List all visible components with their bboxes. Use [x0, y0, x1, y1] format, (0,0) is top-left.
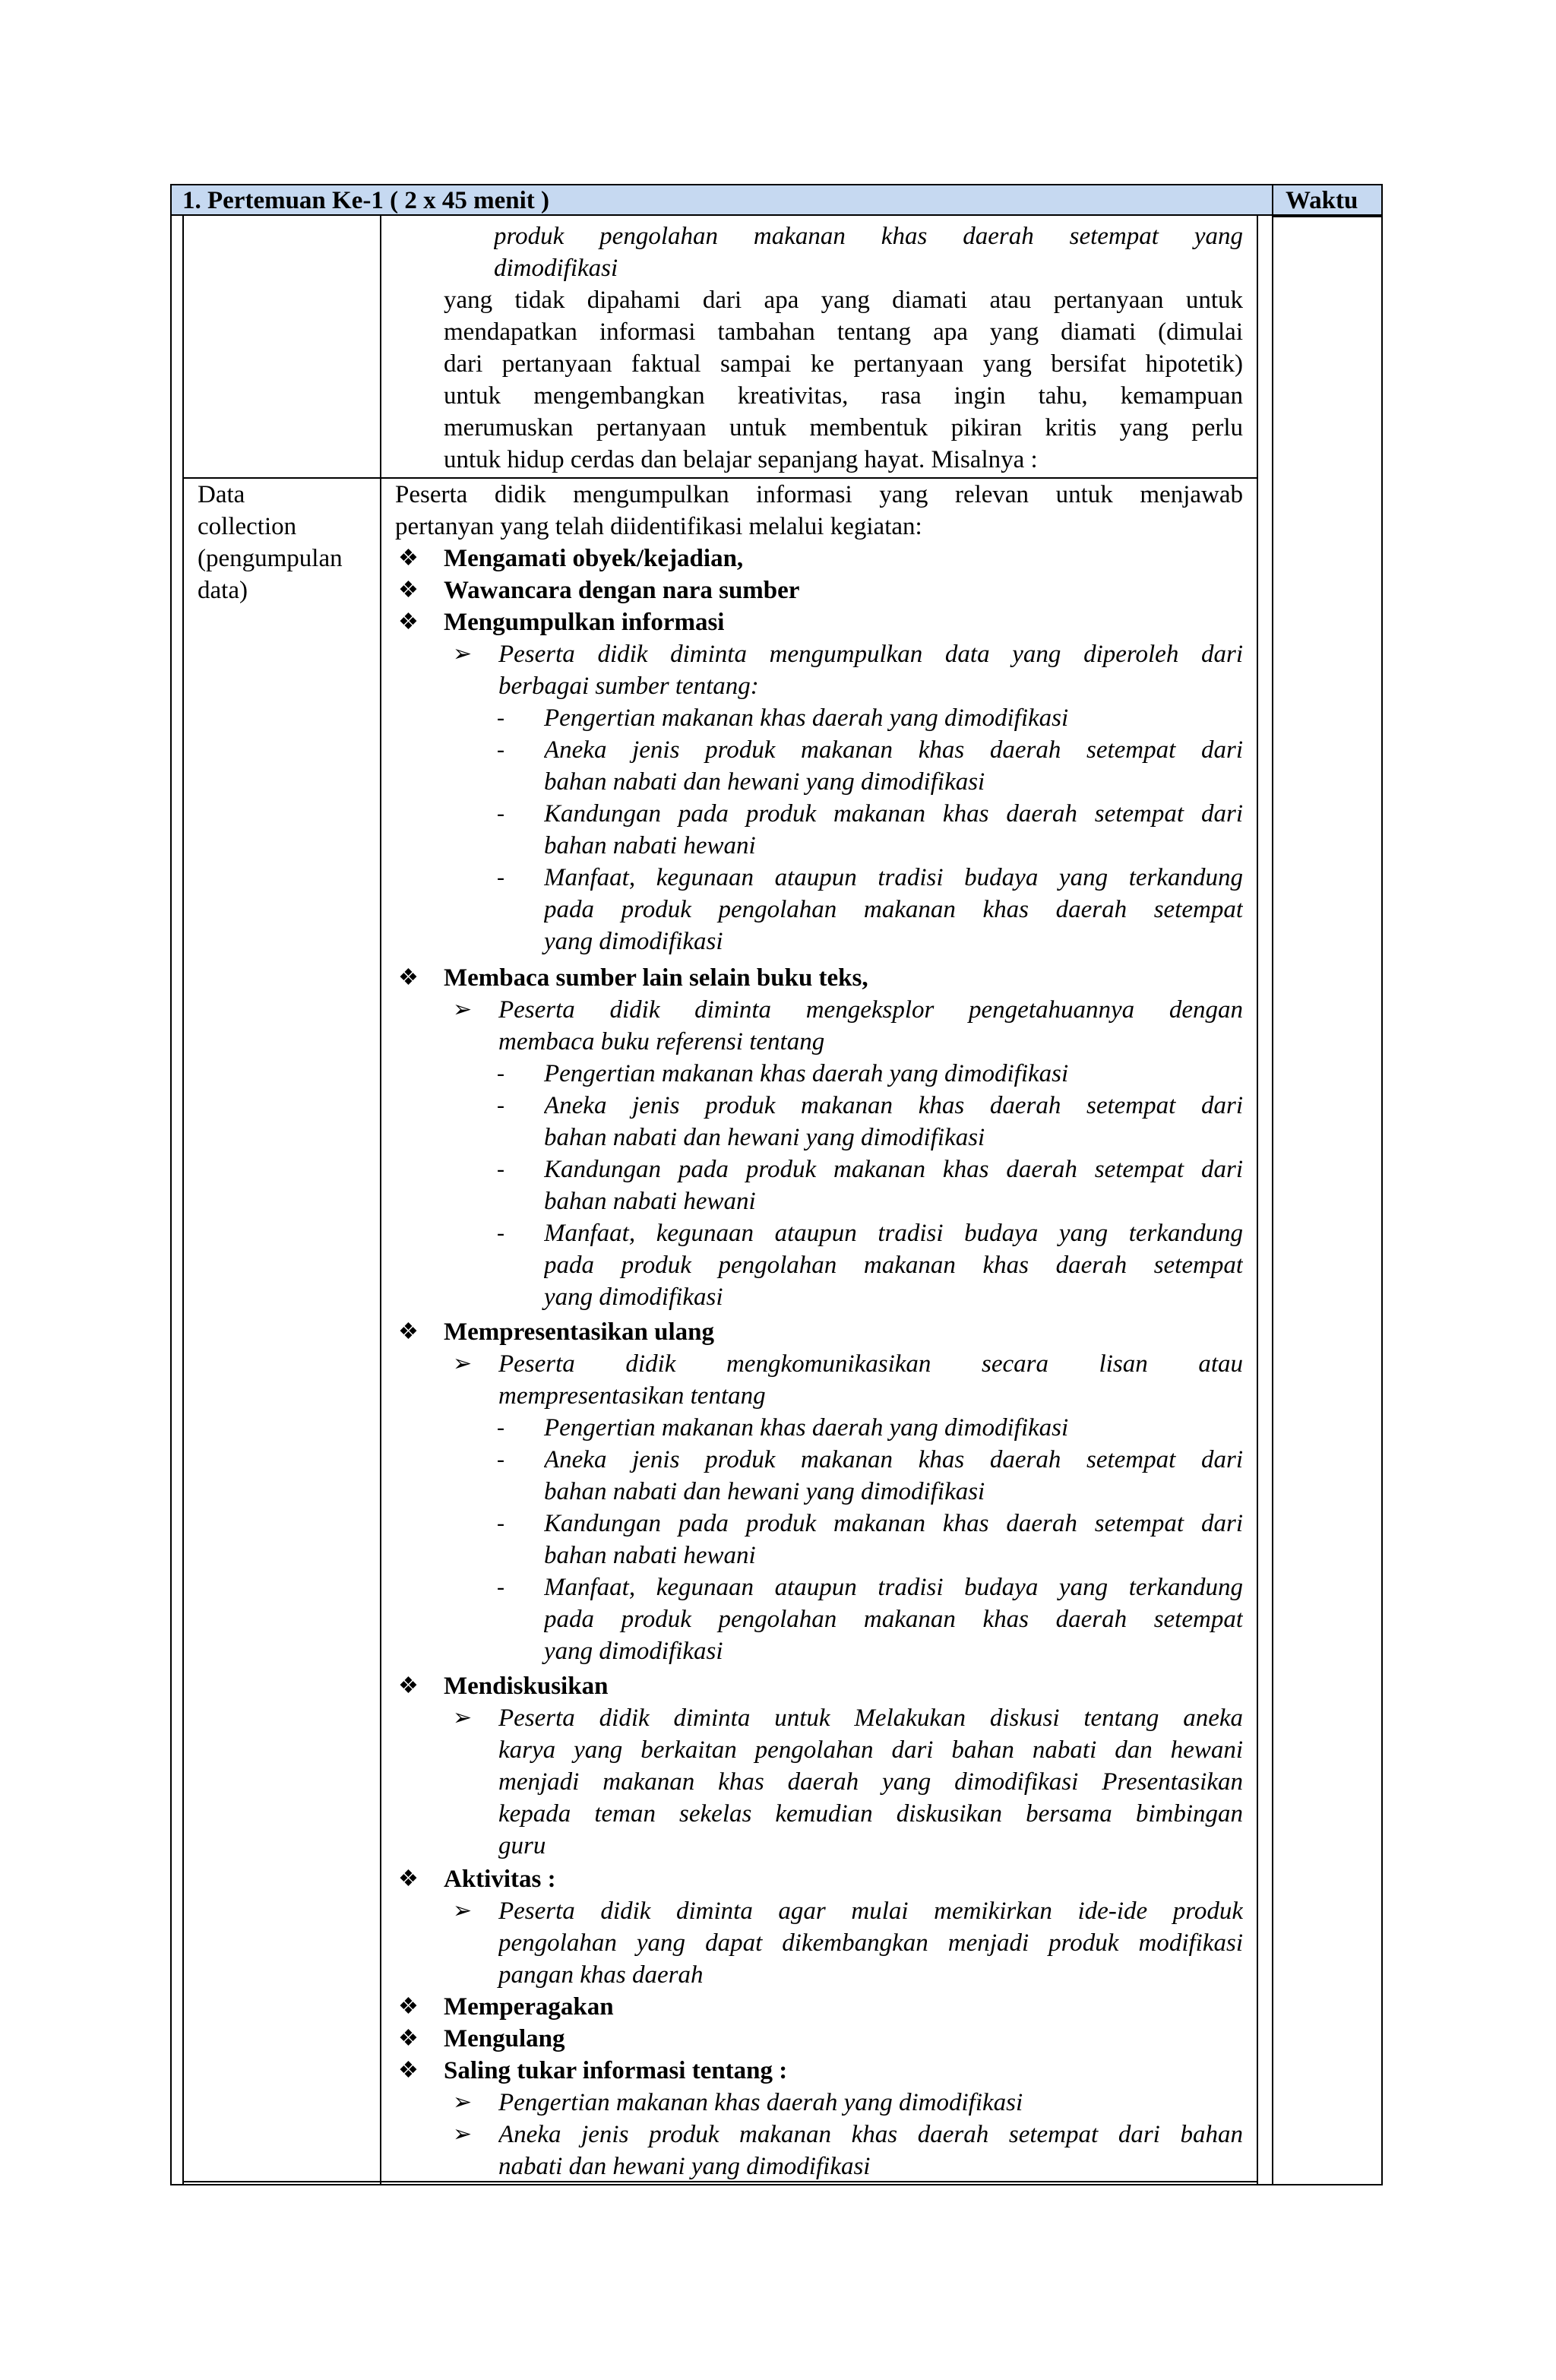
sub2-line-b: membaca buku referensi tentang: [498, 1028, 825, 1055]
diamond-bullet-icon: ❖: [398, 1673, 419, 1698]
item-aneka-b: bahan nabati dan hewani yang dimodifikasi: [544, 768, 985, 796]
intro-line-1: Peserta didik mengumpulkan informasi yang relevan untuk menjawab: [395, 481, 1243, 508]
item-aneka-a: Aneka jenis produk makanan khas daerah setempat dari: [544, 736, 1243, 764]
dash-bullet: -: [497, 1511, 504, 1536]
item-kandungan-b: bahan nabati hewani: [544, 1542, 756, 1569]
dash-bullet: -: [497, 865, 504, 890]
item-pengertian: Pengertian makanan khas daerah yang dimodifikasi: [544, 704, 1069, 732]
column-divider-1: [380, 216, 381, 2185]
dash-bullet: -: [497, 737, 504, 762]
dash-bullet: -: [497, 705, 504, 730]
diamond-bullet-icon: ❖: [398, 1994, 419, 2019]
row1-para-1: yang tidak dipahami dari apa yang diamati atau pertanyaan untuk: [444, 286, 1243, 314]
diamond-bullet-icon: ❖: [398, 1866, 419, 1891]
arrow-bullet-icon: ➢: [453, 641, 473, 666]
dash-bullet: -: [497, 1220, 504, 1245]
item-pengertian: Pengertian makanan khas daerah yang dimodifikasi: [544, 1414, 1069, 1442]
item-kandungan-b: bahan nabati hewani: [544, 1188, 756, 1215]
dash-bullet: -: [497, 1093, 504, 1118]
heading-wawancara: Wawancara dengan nara sumber: [444, 577, 800, 604]
step-label-4: data): [198, 577, 248, 604]
item-kandungan-b: bahan nabati hewani: [544, 832, 756, 859]
item-manfaat-b: pada produk pengolahan makanan khas daerah setempat: [544, 896, 1243, 923]
diamond-bullet-icon: ❖: [398, 609, 419, 635]
item-manfaat-c: yang dimodifikasi: [544, 928, 723, 955]
dash-bullet: -: [497, 1575, 504, 1600]
row1-line-1: produk pengolahan makanan khas daerah setempat yang: [494, 223, 1243, 250]
item-aneka-b: bahan nabati dan hewani yang dimodifikasi: [544, 1478, 985, 1505]
sub5-line-a: Peserta didik diminta agar mulai memikirkan ide-ide produk: [498, 1897, 1243, 1925]
heading-membaca: Membaca sumber lain selain buku teks,: [444, 964, 868, 992]
waktu-header: Waktu: [1286, 187, 1358, 214]
sub4-line-d: kepada teman sekelas kemudian diskusikan bersama bimbingan: [498, 1800, 1243, 1828]
dash-bullet: -: [497, 1157, 504, 1182]
sub1-line-a: Peserta didik diminta mengumpulkan data yang diperoleh dari: [498, 641, 1243, 668]
intro-line-2: pertanyan yang telah diidentifikasi melalui kegiatan:: [395, 513, 922, 540]
dash-bullet: -: [497, 1415, 504, 1440]
item-kandungan-a: Kandungan pada produk makanan khas daerah setempat dari: [544, 800, 1243, 828]
row1-line-2: dimodifikasi: [494, 255, 618, 282]
item-manfaat-c: yang dimodifikasi: [544, 1638, 723, 1665]
left-inner-border: [182, 216, 184, 2185]
diamond-bullet-icon: ❖: [398, 2058, 419, 2083]
heading-mengumpulkan: Mengumpulkan informasi: [444, 609, 725, 636]
dash-bullet: -: [497, 801, 504, 826]
sub6-line-a: Pengertian makanan khas daerah yang dimodifikasi: [498, 2089, 1023, 2116]
arrow-bullet-icon: ➢: [453, 1351, 473, 1376]
diamond-bullet-icon: ❖: [398, 546, 419, 571]
heading-memperagakan: Memperagakan: [444, 1993, 614, 2021]
item-manfaat-b: pada produk pengolahan makanan khas daerah setempat: [544, 1252, 1243, 1279]
item-manfaat-c: yang dimodifikasi: [544, 1283, 723, 1311]
item-aneka-a: Aneka jenis produk makanan khas daerah setempat dari: [544, 1092, 1243, 1119]
dash-bullet: -: [497, 1447, 504, 1472]
row1-para-5: merumuskan pertanyaan untuk membentuk pikiran kritis yang perlu: [444, 414, 1243, 442]
sub4-line-a: Peserta didik diminta untuk Melakukan diskusi tentang aneka: [498, 1704, 1243, 1732]
arrow-bullet-icon: ➢: [453, 1705, 473, 1730]
arrow-bullet-icon: ➢: [453, 2090, 473, 2115]
sub6-line-c: nabati dan hewani yang dimodifikasi: [498, 2153, 871, 2180]
item-manfaat-a: Manfaat, kegunaan ataupun tradisi budaya yang terkandung: [544, 1220, 1243, 1247]
sub1-line-b: berbagai sumber tentang:: [498, 673, 759, 700]
item-manfaat-b: pada produk pengolahan makanan khas daerah setempat: [544, 1606, 1243, 1633]
sub5-line-c: pangan khas daerah: [498, 1961, 704, 1989]
item-aneka-a: Aneka jenis produk makanan khas daerah setempat dari: [544, 1446, 1243, 1473]
item-kandungan-a: Kandungan pada produk makanan khas daerah setempat dari: [544, 1510, 1243, 1537]
item-kandungan-a: Kandungan pada produk makanan khas daerah setempat dari: [544, 1156, 1243, 1183]
diamond-bullet-icon: ❖: [398, 578, 419, 603]
step-label-2: collection: [198, 513, 297, 540]
heading-mendiskusikan: Mendiskusikan: [444, 1673, 609, 1700]
sub3-line-b: mempresentasikan tentang: [498, 1382, 766, 1410]
diamond-bullet-icon: ❖: [398, 1319, 419, 1344]
column-divider-2: [1257, 216, 1258, 2185]
heading-mengamati: Mengamati obyek/kejadian,: [444, 545, 744, 572]
diamond-bullet-icon: ❖: [398, 965, 419, 990]
sub4-line-c: menjadi makanan khas daerah yang dimodifikasi Presentasikan: [498, 1768, 1243, 1796]
column-divider-3: [1272, 184, 1273, 2185]
row1-para-2: mendapatkan informasi tambahan tentang apa yang diamati (dimulai: [444, 318, 1243, 346]
arrow-bullet-icon: ➢: [453, 997, 473, 1022]
heading-saling-tukar: Saling tukar informasi tentang :: [444, 2057, 788, 2084]
sub4-line-b: karya yang berkaitan pengolahan dari bahan nabati dan hewani: [498, 1736, 1243, 1764]
sub6-line-b: Aneka jenis produk makanan khas daerah setempat dari bahan: [498, 2121, 1243, 2148]
item-manfaat-a: Manfaat, kegunaan ataupun tradisi budaya yang terkandung: [544, 864, 1243, 891]
meeting-title: 1. Pertemuan Ke-1 ( 2 x 45 menit ): [182, 187, 549, 214]
sub4-line-e: guru: [498, 1832, 546, 1859]
item-manfaat-a: Manfaat, kegunaan ataupun tradisi budaya yang terkandung: [544, 1574, 1243, 1601]
waktu-top-border: [1272, 216, 1383, 217]
arrow-bullet-icon: ➢: [453, 2122, 473, 2147]
item-aneka-b: bahan nabati dan hewani yang dimodifikasi: [544, 1124, 985, 1151]
step-label-1: Data: [198, 481, 245, 508]
heading-mengulang: Mengulang: [444, 2025, 565, 2052]
step-label-3: (pengumpulan: [198, 545, 343, 572]
dash-bullet: -: [497, 1061, 504, 1086]
heading-aktivitas: Aktivitas :: [444, 1866, 556, 1893]
item-pengertian: Pengertian makanan khas daerah yang dimodifikasi: [544, 1060, 1069, 1087]
sub5-line-b: pengolahan yang dapat dikembangkan menjadi produk modifikasi: [498, 1929, 1243, 1957]
diamond-bullet-icon: ❖: [398, 2026, 419, 2051]
row1-para-6: untuk hidup cerdas dan belajar sepanjang hayat. Misalnya :: [444, 446, 1038, 473]
row1-para-3: dari pertanyaan faktual sampai ke pertanyaan yang bersifat hipotetik): [444, 350, 1243, 378]
sub2-line-a: Peserta didik diminta mengeksplor pengetahuannya dengan: [498, 996, 1243, 1024]
row1-para-4: untuk mengembangkan kreativitas, rasa ingin tahu, kemampuan: [444, 382, 1243, 410]
arrow-bullet-icon: ➢: [453, 1898, 473, 1923]
sub3-line-a: Peserta didik mengkomunikasikan secara lisan atau: [498, 1350, 1243, 1378]
heading-mempresentasikan: Mempresentasikan ulang: [444, 1318, 715, 1346]
